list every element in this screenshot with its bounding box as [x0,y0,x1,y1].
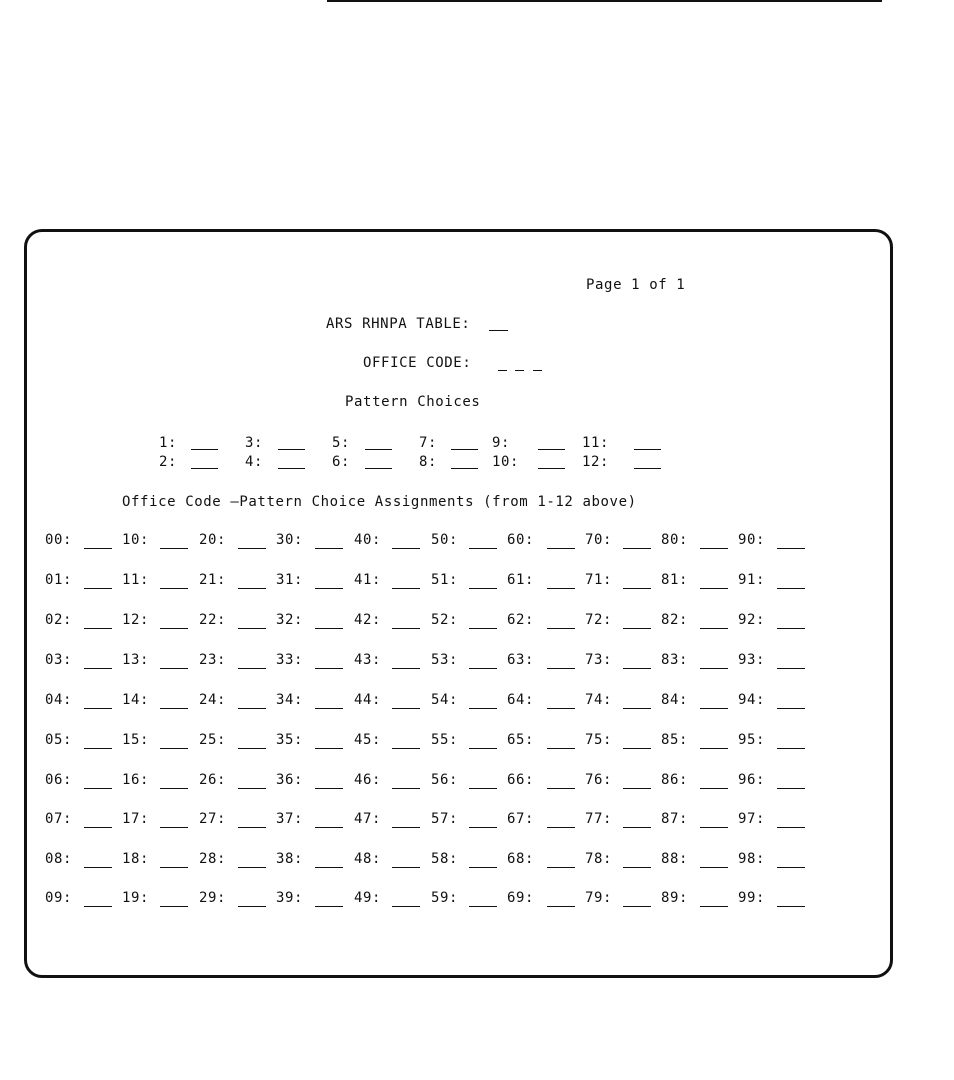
pattern-choice-label: 5: [332,435,351,451]
pattern-choice-label: 11: [582,435,610,451]
office-code-field[interactable] [160,788,188,789]
office-code-field[interactable] [700,548,728,549]
office-code-field[interactable] [84,548,112,549]
office-code-field[interactable] [547,548,575,549]
office-code-field[interactable] [315,628,343,629]
office-code-field[interactable] [623,708,651,709]
office-code-field[interactable] [392,748,420,749]
office-code-label: 08: [45,851,73,867]
office-code-field[interactable] [238,628,266,629]
pattern-choice-field[interactable] [538,449,565,450]
office-code-field[interactable] [160,588,188,589]
office-code-field[interactable] [392,668,420,669]
office-code-label: 13: [122,652,150,668]
office-code-label: 91: [738,572,766,588]
office-code-field[interactable] [238,827,266,828]
office-code-field[interactable] [160,906,188,907]
office-code-label: 72: [585,612,613,628]
office-code-field[interactable] [777,788,805,789]
top-rule [327,0,882,2]
office-code-field[interactable] [469,867,497,868]
office-code-field[interactable] [392,548,420,549]
office-code-field[interactable] [315,788,343,789]
office-code-field[interactable] [777,748,805,749]
office-code-label: 63: [507,652,535,668]
office-code-field[interactable] [469,628,497,629]
office-code-label: 94: [738,692,766,708]
office-code-field[interactable] [315,668,343,669]
office-code-field[interactable] [777,668,805,669]
office-code-label: 07: [45,811,73,827]
office-code-label: 78: [585,851,613,867]
office-code-label: 85: [661,732,689,748]
assignments-heading: Office Code —Pattern Choice Assignments (from 1-12 above) [122,494,637,510]
office-code-label: 48: [354,851,382,867]
office-code-field[interactable] [84,867,112,868]
office-code-label: 83: [661,652,689,668]
pattern-choice-field[interactable] [634,468,661,469]
office-code-label: 26: [199,772,227,788]
office-code-field[interactable] [623,548,651,549]
pattern-choice-label: 9: [492,435,511,451]
office-code-field[interactable] [160,867,188,868]
office-code-label: 60: [507,532,535,548]
pattern-choice-field[interactable] [365,449,392,450]
office-code-label: 50: [431,532,459,548]
office-code-field[interactable] [623,788,651,789]
office-code-label: 14: [122,692,150,708]
office-code-label: 88: [661,851,689,867]
office-code-label: 76: [585,772,613,788]
office-code-label: 34: [276,692,304,708]
office-code-label: 77: [585,811,613,827]
office-code-field[interactable] [700,827,728,828]
office-code-label: 59: [431,890,459,906]
office-code-label: 74: [585,692,613,708]
office-code-label: 67: [507,811,535,827]
office-code-field[interactable] [547,788,575,789]
office-code-label: 66: [507,772,535,788]
office-code-label: 06: [45,772,73,788]
office-code-field[interactable] [238,867,266,868]
pattern-choice-field[interactable] [365,468,392,469]
office-code-label: 23: [199,652,227,668]
pattern-choice-label: 7: [419,435,438,451]
office-code-field[interactable] [547,906,575,907]
office-code-field[interactable] [392,827,420,828]
pattern-choice-label: 2: [159,454,178,470]
office-code-label: 97: [738,811,766,827]
office-code-field[interactable] [84,708,112,709]
office-code-label: 02: [45,612,73,628]
office-code-field[interactable] [623,588,651,589]
office-code-field[interactable] [392,788,420,789]
office-code-label: 47: [354,811,382,827]
office-code-label: 12: [122,612,150,628]
office-code-field[interactable] [777,827,805,828]
office-code-label: OFFICE CODE: [363,355,472,371]
office-code-label: 71: [585,572,613,588]
office-code-field[interactable] [700,867,728,868]
office-code-label: 39: [276,890,304,906]
office-code-label: 00: [45,532,73,548]
office-code-field[interactable] [392,708,420,709]
office-code-label: 10: [122,532,150,548]
office-code-field[interactable] [315,588,343,589]
office-code-label: 04: [45,692,73,708]
office-code-label: 16: [122,772,150,788]
office-code-label: 36: [276,772,304,788]
office-code-label: 38: [276,851,304,867]
pattern-choice-field[interactable] [191,468,218,469]
office-code-field[interactable] [315,906,343,907]
office-code-label: 15: [122,732,150,748]
office-code-field[interactable] [623,628,651,629]
office-code-label: 80: [661,532,689,548]
office-code-field[interactable] [547,827,575,828]
pattern-choice-field[interactable] [538,468,565,469]
pattern-choice-label: 1: [159,435,178,451]
office-code-label: 51: [431,572,459,588]
pattern-choice-field[interactable] [278,468,305,469]
office-code-field[interactable] [392,628,420,629]
pattern-choice-field[interactable] [191,449,218,450]
office-code-field[interactable] [700,588,728,589]
pattern-choice-field[interactable] [634,449,661,450]
office-code-field[interactable] [315,708,343,709]
office-code-field[interactable] [623,827,651,828]
office-code-label: 61: [507,572,535,588]
office-code-field[interactable] [160,708,188,709]
office-code-label: 22: [199,612,227,628]
office-code-label: 70: [585,532,613,548]
office-code-label: 43: [354,652,382,668]
office-code-label: 62: [507,612,535,628]
office-code-label: 68: [507,851,535,867]
office-code-label: 17: [122,811,150,827]
office-code-field[interactable] [84,906,112,907]
office-code-label: 01: [45,572,73,588]
office-code-field[interactable] [392,906,420,907]
office-code-field[interactable] [623,748,651,749]
office-code-field[interactable] [700,748,728,749]
office-code-label: 82: [661,612,689,628]
office-code-field[interactable] [392,588,420,589]
office-code-label: 27: [199,811,227,827]
office-code-field[interactable] [392,867,420,868]
office-code-field[interactable] [547,748,575,749]
office-code-field[interactable] [238,788,266,789]
office-code-label: 84: [661,692,689,708]
office-code-label: 25: [199,732,227,748]
office-code-label: 64: [507,692,535,708]
office-code-label: 65: [507,732,535,748]
office-code-field[interactable] [160,548,188,549]
office-code-label: 79: [585,890,613,906]
office-code-field[interactable] [84,628,112,629]
office-code-label: 55: [431,732,459,748]
office-code-label: 41: [354,572,382,588]
office-code-field[interactable] [777,628,805,629]
office-code-label: 87: [661,811,689,827]
office-code-label: 81: [661,572,689,588]
office-code-label: 49: [354,890,382,906]
office-code-field[interactable] [777,548,805,549]
office-code-label: 89: [661,890,689,906]
page-indicator: Page 1 of 1 [586,277,686,293]
office-code-label: 40: [354,532,382,548]
pattern-choice-label: 10: [492,454,520,470]
office-code-label: 03: [45,652,73,668]
office-code-field[interactable] [238,588,266,589]
office-code-field[interactable] [84,748,112,749]
pattern-choice-label: 12: [582,454,610,470]
office-code-field[interactable] [547,628,575,629]
office-code-field[interactable] [160,668,188,669]
office-code-label: 90: [738,532,766,548]
office-code-field[interactable] [700,668,728,669]
office-code-field[interactable] [777,867,805,868]
office-code-label: 58: [431,851,459,867]
office-code-label: 46: [354,772,382,788]
office-code-label: 18: [122,851,150,867]
office-code-label: 73: [585,652,613,668]
office-code-field[interactable] [469,548,497,549]
office-code-label: 69: [507,890,535,906]
pattern-choice-field[interactable] [451,449,478,450]
office-code-field[interactable] [700,788,728,789]
office-code-field[interactable] [469,668,497,669]
office-code-label: 24: [199,692,227,708]
office-code-label: 92: [738,612,766,628]
office-code-label: 93: [738,652,766,668]
office-code-field[interactable] [84,827,112,828]
office-code-label: 19: [122,890,150,906]
office-code-field[interactable] [315,867,343,868]
office-code-field[interactable] [315,827,343,828]
office-code-field[interactable] [238,748,266,749]
office-code-field[interactable] [469,748,497,749]
office-code-label: 05: [45,732,73,748]
office-code-field[interactable] [547,668,575,669]
office-code-label: 44: [354,692,382,708]
office-code-label: 98: [738,851,766,867]
pattern-choices-heading: Pattern Choices [345,394,481,410]
office-code-field[interactable] [238,668,266,669]
office-code-field[interactable] [623,668,651,669]
office-code-field[interactable] [700,628,728,629]
pattern-choice-label: 8: [419,454,438,470]
office-code-field[interactable] [160,748,188,749]
office-code-field[interactable] [84,588,112,589]
office-code-field[interactable] [547,708,575,709]
pattern-choice-label: 4: [245,454,264,470]
office-code-field[interactable] [160,628,188,629]
office-code-label: 53: [431,652,459,668]
office-code-label: 32: [276,612,304,628]
office-code-field[interactable] [469,906,497,907]
office-code-field[interactable] [84,788,112,789]
office-code-field[interactable] [498,357,550,373]
office-code-field[interactable] [238,708,266,709]
office-code-field[interactable] [700,708,728,709]
office-code-label: 33: [276,652,304,668]
office-code-label: 11: [122,572,150,588]
office-code-field[interactable] [238,906,266,907]
pattern-choice-label: 6: [332,454,351,470]
office-code-label: 31: [276,572,304,588]
office-code-label: 57: [431,811,459,827]
office-code-field[interactable] [160,827,188,828]
office-code-label: 30: [276,532,304,548]
office-code-label: 29: [199,890,227,906]
office-code-field[interactable] [469,827,497,828]
office-code-field[interactable] [623,906,651,907]
office-code-label: 56: [431,772,459,788]
office-code-label: 95: [738,732,766,748]
office-code-field[interactable] [777,708,805,709]
office-code-field[interactable] [315,748,343,749]
office-code-field[interactable] [84,668,112,669]
office-code-label: 45: [354,732,382,748]
office-code-label: 42: [354,612,382,628]
office-code-label: 52: [431,612,459,628]
office-code-field[interactable] [315,548,343,549]
office-code-label: 37: [276,811,304,827]
ars-table-label: ARS RHNPA TABLE: [326,316,471,332]
office-code-field[interactable] [469,708,497,709]
office-code-field[interactable] [623,867,651,868]
office-code-label: 86: [661,772,689,788]
office-code-label: 75: [585,732,613,748]
office-code-field[interactable] [469,588,497,589]
pattern-choice-field[interactable] [278,449,305,450]
office-code-label: 35: [276,732,304,748]
office-code-label: 20: [199,532,227,548]
pattern-choice-field[interactable] [451,468,478,469]
office-code-label: 28: [199,851,227,867]
office-code-field[interactable] [700,906,728,907]
office-code-field[interactable] [469,788,497,789]
pattern-choice-label: 3: [245,435,264,451]
office-code-label: 09: [45,890,73,906]
office-code-label: 99: [738,890,766,906]
office-code-field[interactable] [777,588,805,589]
office-code-field[interactable] [547,867,575,868]
office-code-field[interactable] [238,548,266,549]
office-code-label: 21: [199,572,227,588]
ars-table-field[interactable] [489,330,508,331]
office-code-label: 96: [738,772,766,788]
office-code-field[interactable] [547,588,575,589]
office-code-label: 54: [431,692,459,708]
office-code-field[interactable] [777,906,805,907]
